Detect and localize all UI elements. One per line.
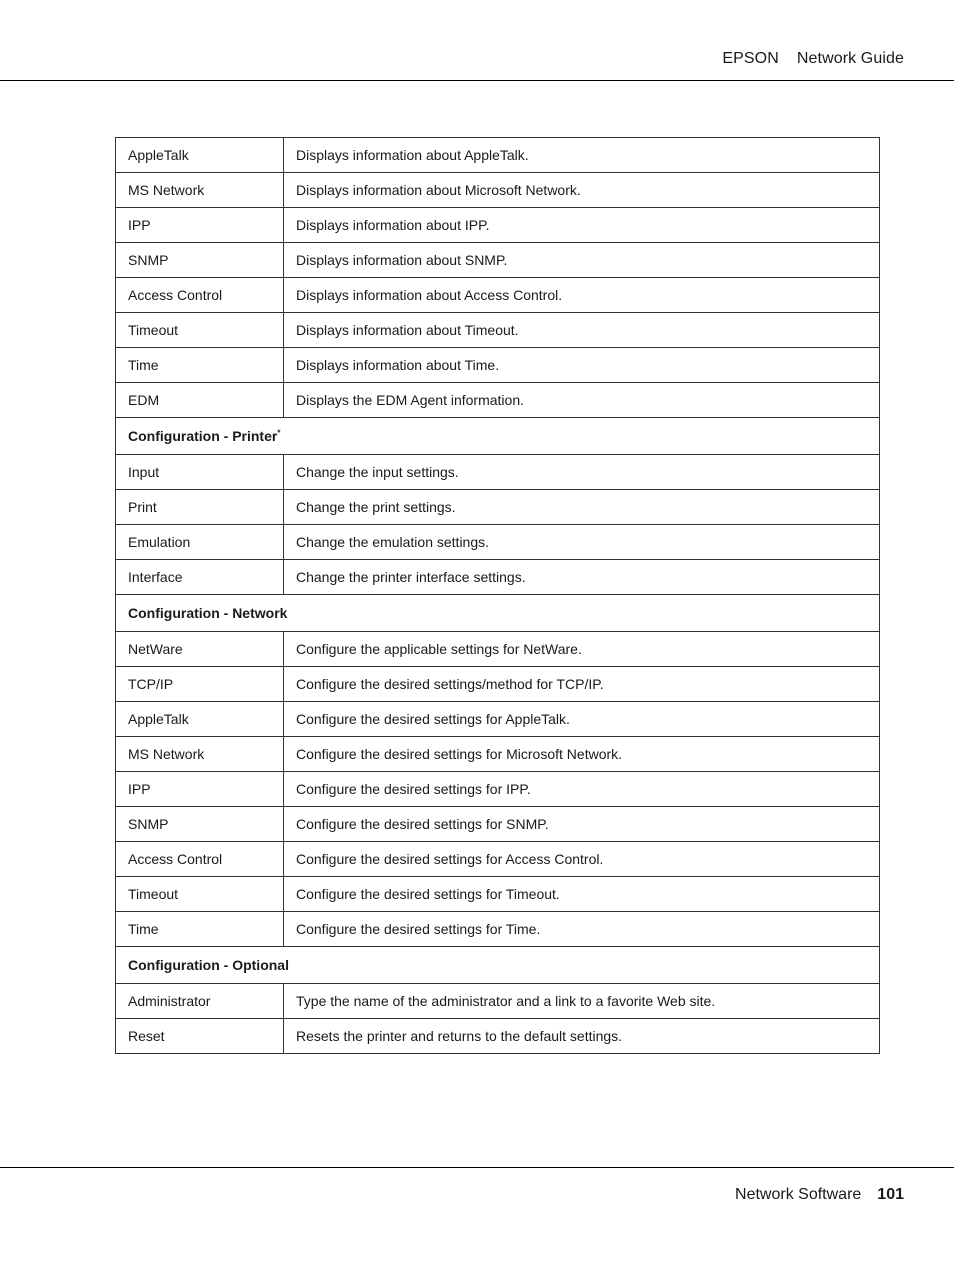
setting-name: NetWare: [116, 632, 284, 667]
setting-description: Resets the printer and returns to the default settings.: [284, 1019, 880, 1054]
setting-name: Timeout: [116, 313, 284, 348]
setting-description: Configure the desired settings for Timeout.: [284, 877, 880, 912]
setting-name: SNMP: [116, 807, 284, 842]
table-row: [116, 842, 880, 877]
footnote-mark: *: [277, 427, 281, 437]
header-guide-title: Network Guide: [796, 50, 904, 67]
setting-description: Type the name of the administrator and a link to a favorite Web site.: [284, 984, 880, 1019]
setting-description: Displays information about Time.: [284, 348, 880, 383]
table-row: [116, 560, 880, 595]
section-heading-text: Configuration - Optional: [128, 956, 289, 973]
setting-name: IPP: [116, 208, 284, 243]
setting-description: Displays information about Timeout.: [284, 313, 880, 348]
table-row: [116, 772, 880, 807]
table-row: [116, 632, 880, 667]
table-row: [116, 278, 880, 313]
table-section-row: [116, 947, 880, 984]
setting-name: Time: [116, 912, 284, 947]
table-row: [116, 702, 880, 737]
setting-name: Access Control: [116, 842, 284, 877]
table-row: [116, 455, 880, 490]
setting-description: Displays the EDM Agent information.: [284, 383, 880, 418]
setting-description: Configure the desired settings for IPP.: [284, 772, 880, 807]
setting-name: TCP/IP: [116, 667, 284, 702]
setting-description: Configure the desired settings for Microsoft Network.: [284, 737, 880, 772]
setting-description: Configure the desired settings for AppleTalk.: [284, 702, 880, 737]
table-row: [116, 490, 880, 525]
table-row: [116, 383, 880, 418]
settings-table-body: [116, 138, 880, 1054]
setting-name: Access Control: [116, 278, 284, 313]
page-footer: [735, 1186, 904, 1204]
setting-description: Configure the desired settings/method for TCP/IP.: [284, 667, 880, 702]
settings-table: [115, 137, 880, 1054]
setting-name: MS Network: [116, 737, 284, 772]
setting-description: Configure the desired settings for Time.: [284, 912, 880, 947]
setting-name: Time: [116, 348, 284, 383]
setting-name: Emulation: [116, 525, 284, 560]
setting-name: Timeout: [116, 877, 284, 912]
table-row: [116, 877, 880, 912]
setting-description: Displays information about IPP.: [284, 208, 880, 243]
setting-description: Change the emulation settings.: [284, 525, 880, 560]
table-row: [116, 173, 880, 208]
setting-name: IPP: [116, 772, 284, 807]
setting-name: AppleTalk: [116, 138, 284, 173]
page-header: [722, 50, 904, 68]
table-section-row: [116, 418, 880, 455]
setting-name: Interface: [116, 560, 284, 595]
section-heading: [116, 947, 880, 984]
setting-name: EDM: [116, 383, 284, 418]
section-heading: [116, 595, 880, 632]
page-number: 101: [877, 1186, 904, 1203]
section-heading: [116, 418, 880, 455]
table-row: [116, 525, 880, 560]
setting-description: Configure the applicable settings for NetWare.: [284, 632, 880, 667]
table-row: [116, 348, 880, 383]
setting-description: Displays information about AppleTalk.: [284, 138, 880, 173]
table-row: [116, 313, 880, 348]
table-row: [116, 1019, 880, 1054]
table-row: [116, 208, 880, 243]
setting-name: AppleTalk: [116, 702, 284, 737]
section-heading-text: Configuration - Printer: [128, 427, 278, 444]
footer-rule: [0, 1167, 954, 1168]
setting-name: MS Network: [116, 173, 284, 208]
setting-name: Input: [116, 455, 284, 490]
header-rule: [0, 80, 954, 81]
setting-description: Configure the desired settings for SNMP.: [284, 807, 880, 842]
table-row: [116, 984, 880, 1019]
setting-description: Change the printer interface settings.: [284, 560, 880, 595]
table-row: [116, 807, 880, 842]
table-row: [116, 737, 880, 772]
setting-name: Reset: [116, 1019, 284, 1054]
footer-section-title: Network Software: [735, 1186, 862, 1203]
setting-name: Administrator: [116, 984, 284, 1019]
table-row: [116, 243, 880, 278]
table-row: [116, 912, 880, 947]
table-row: [116, 138, 880, 173]
setting-description: Displays information about Microsoft Network.: [284, 173, 880, 208]
header-brand: EPSON: [722, 50, 779, 67]
setting-description: Change the print settings.: [284, 490, 880, 525]
setting-description: Displays information about SNMP.: [284, 243, 880, 278]
setting-name: SNMP: [116, 243, 284, 278]
table-section-row: [116, 595, 880, 632]
section-heading-text: Configuration - Network: [128, 604, 288, 621]
setting-name: Print: [116, 490, 284, 525]
table-row: [116, 667, 880, 702]
setting-description: Displays information about Access Control.: [284, 278, 880, 313]
setting-description: Configure the desired settings for Access Control.: [284, 842, 880, 877]
setting-description: Change the input settings.: [284, 455, 880, 490]
